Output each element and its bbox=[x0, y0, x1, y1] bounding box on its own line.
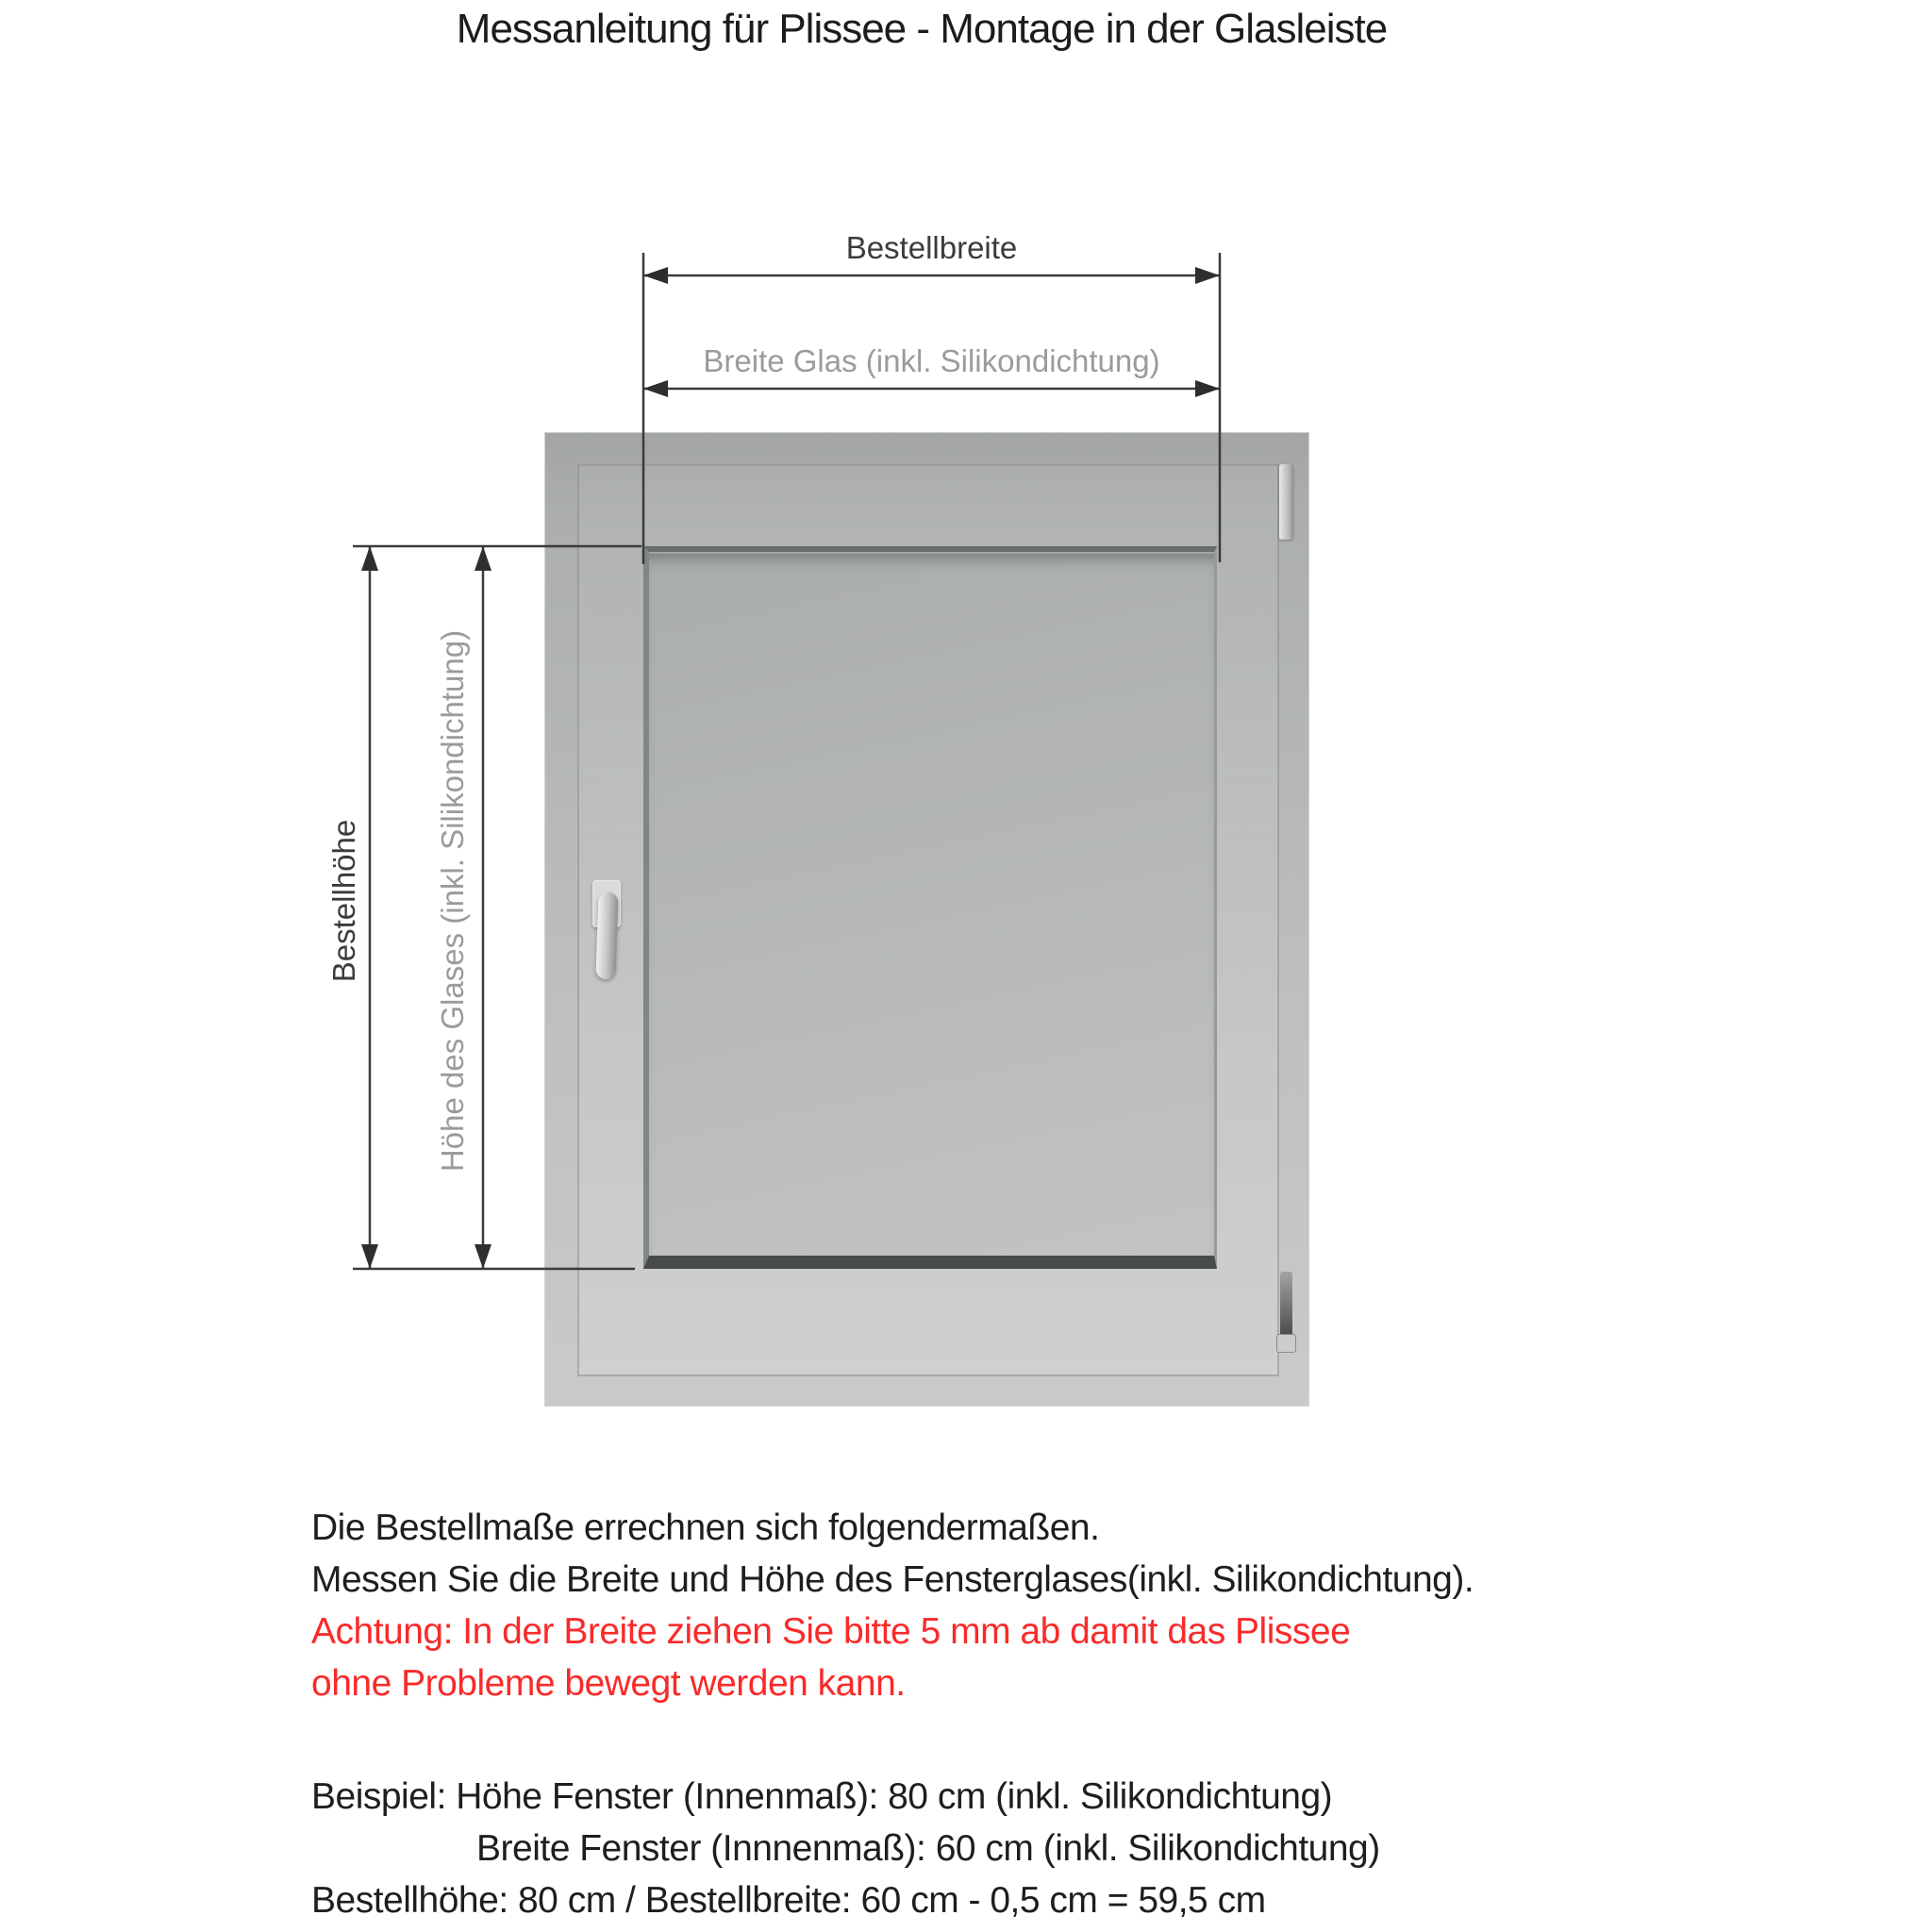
instruction-warning-line: ohne Probleme bewegt werden kann. bbox=[311, 1663, 906, 1704]
arrowhead-icon bbox=[643, 380, 668, 397]
page-title: Messanleitung für Plissee - Montage in der Glasleiste bbox=[456, 6, 1388, 52]
order-height-label: Bestellhöhe bbox=[326, 819, 361, 983]
instruction-example-line: Breite Fenster (Innnenmaß): 60 cm (inkl. Silikondichtung) bbox=[476, 1828, 1380, 1869]
instruction-example-line: Beispiel: Höhe Fenster (Innenmaß): 80 cm (inkl. Silikondichtung) bbox=[311, 1776, 1333, 1817]
arrowhead-icon bbox=[475, 546, 491, 571]
arrowhead-icon bbox=[361, 1244, 378, 1269]
arrowhead-icon bbox=[361, 546, 378, 571]
instruction-warning-line: Achtung: In der Breite ziehen Sie bitte 5 mm ab damit das Plissee bbox=[311, 1611, 1351, 1652]
arrowhead-icon bbox=[643, 267, 668, 284]
instruction-intro-line: Die Bestellmaße errechnen sich folgendermaßen. bbox=[311, 1507, 1100, 1548]
glass-height-label: Höhe des Glases (inkl. Silikondichtung) bbox=[435, 629, 470, 1173]
order-width-label: Bestellbreite bbox=[845, 230, 1018, 265]
arrowhead-icon bbox=[1195, 267, 1220, 284]
instruction-intro-line: Messen Sie die Breite und Höhe des Fensterglases(inkl. Silikondichtung). bbox=[311, 1559, 1474, 1600]
instruction-example-line: Bestellhöhe: 80 cm / Bestellbreite: 60 cm - 0,5 cm = 59,5 cm bbox=[311, 1880, 1266, 1921]
instruction-text-block bbox=[311, 1502, 1474, 1926]
arrowhead-icon bbox=[475, 1244, 491, 1269]
glass-width-label: Breite Glas (inkl. Silikondichtung) bbox=[703, 343, 1160, 378]
arrowhead-icon bbox=[1195, 380, 1220, 397]
